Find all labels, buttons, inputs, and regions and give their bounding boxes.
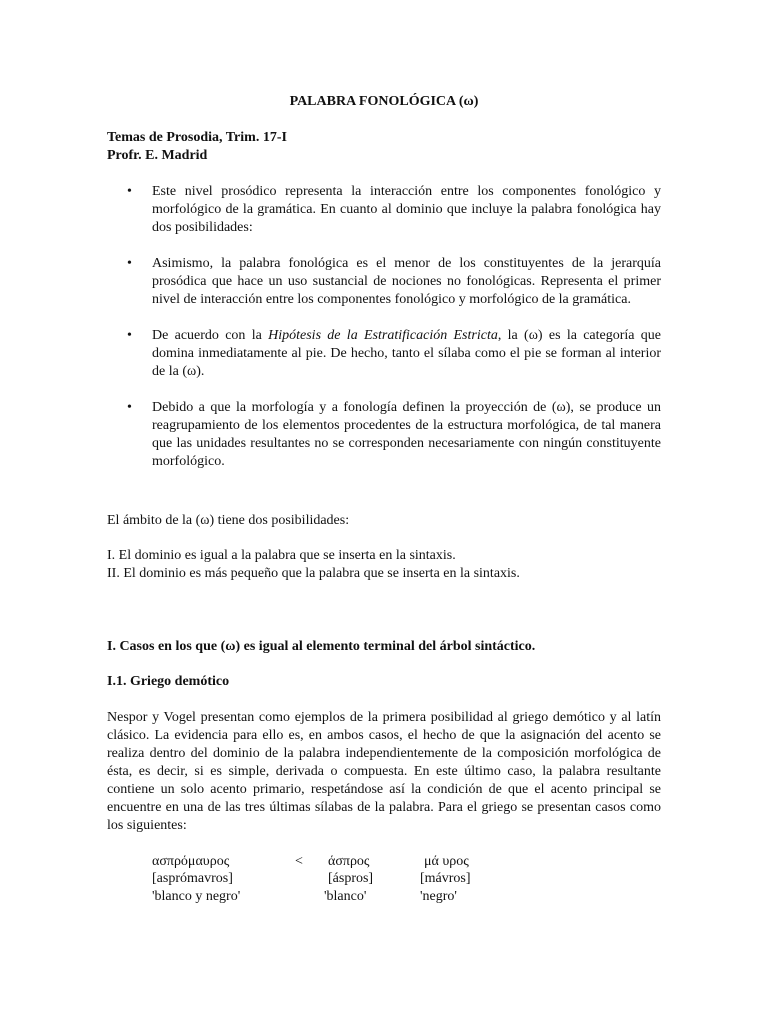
greek-compound: ασπρόμαυρος [152, 854, 230, 869]
gloss-compound: 'blanco y negro' [152, 889, 241, 904]
greek-word-2: μά υρος [424, 854, 469, 869]
bullet-item [127, 399, 661, 471]
example-transcription-row [152, 870, 552, 888]
gloss-word-2: 'negro' [420, 889, 457, 904]
example-gloss-row [152, 888, 552, 906]
document-title: PALABRA FONOLÓGICA (ω) [289, 94, 479, 109]
example-greek-row [152, 853, 552, 871]
bullet-text: Este nivel prosódico representa la interacción entre los componentes fonológico y morfológico de la gramática. En cuanto al dominio que incluye la palabra fonológica hay dos posibilidades: [152, 184, 661, 235]
gloss-word-1: 'blanco' [324, 889, 367, 904]
ambito-line: El ámbito de la (ω) tiene dos posibilidades: [107, 513, 350, 528]
bullet-text-pre: De acuerdo con la [152, 328, 269, 343]
bullet-list [127, 183, 661, 489]
professor-line: Profr. E. Madrid [107, 148, 208, 163]
transcription-compound: [asprómavros] [152, 871, 233, 886]
option-1: I. El dominio es igual a la palabra que se inserta en la sintaxis. [107, 548, 456, 563]
transcription-word-2: [mávros] [420, 871, 471, 886]
body-paragraph: Nespor y Vogel presentan como ejemplos de la primera posibilidad al griego demótico y al latín clásico. La evidencia para ello es, en ambos casos, el hecho de que la asignación del acento se realiza dentro del dominio de la palabra independientemente de la composición morfológica de ésta, es decir, si es simple, derivada o compuesta. En este último caso, la palabra resultante contiene un solo acento primario, respetándose así la condición de que el acento principal se encuentre en una de las tres últimas sílabas de la palabra. Para el griego se presentan casos como los siguientes: [107, 710, 661, 833]
option-2: II. El dominio es más pequeño que la palabra que se inserta en la sintaxis. [107, 566, 520, 581]
section-heading: I. Casos en los que (ω) es igual al elemento terminal del árbol sintáctico. [107, 639, 536, 654]
course-line: Temas de Prosodia, Trim. 17-I [107, 130, 287, 145]
bullet-item [127, 183, 661, 237]
greek-word-1: άσπρος [328, 854, 370, 869]
bullet-text-post: , la (ω) es la categoría que domina inmediatamente al pie. De hecho, tanto el sílaba como el pie se forman al interior de la (ω). [152, 328, 662, 379]
hypothesis-italic: Hipótesis de la Estratificación Estricta [268, 328, 498, 343]
bullet-text: Debido a que la morfología y a fonología definen la proyección de (ω), se produce un reagrupamiento de los elementos procedentes de la estructura morfológica, de tal manera que las unidades resultantes no se corresponden necesariamente con ningún constituyente morfológico. [152, 400, 661, 469]
less-than-symbol: < [295, 854, 303, 869]
bullet-item [127, 255, 661, 309]
bullet-item [127, 327, 661, 381]
bullet-text: Asimismo, la palabra fonológica es el menor de los constituyentes de la jerarquía prosódica que hace un uso sustancial de nociones no fonológicas. Representa el primer nivel de interacción entre los componentes fonológico y morfológico de la gramática. [152, 256, 661, 307]
transcription-word-1: [áspros] [328, 871, 374, 886]
subsection-heading: I.1. Griego demótico [107, 674, 230, 689]
